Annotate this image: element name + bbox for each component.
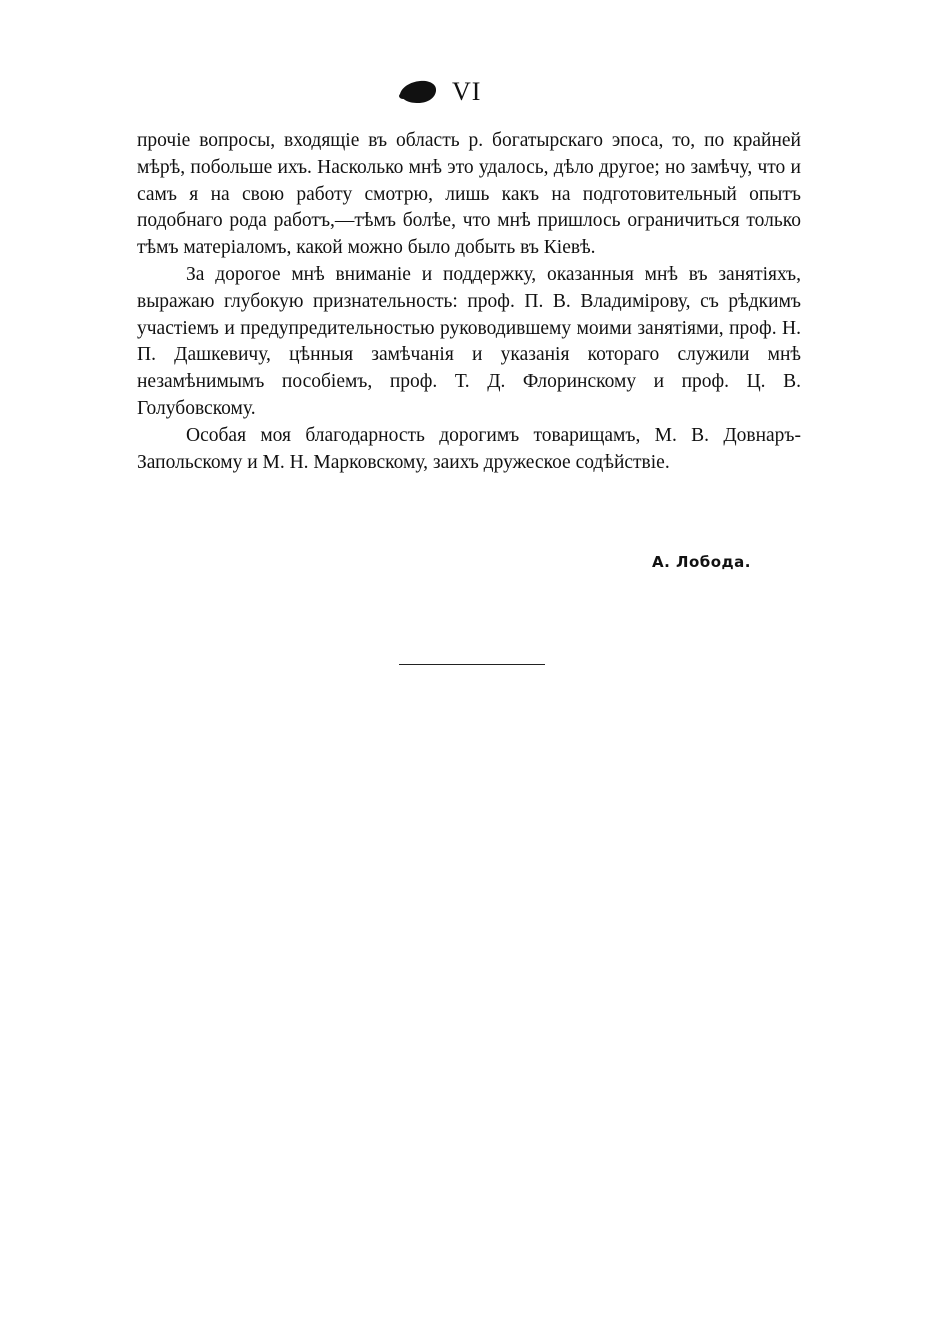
paragraph-acknowledgements: За дорогое мнѣ вниманіе и поддержку, оказанныя мнѣ въ занятіяхъ, выражаю глубокую признательность: проф. П. В. Владимірову, съ рѣдкимъ участіемъ и предупредительностью руководившему моими занятіями, проф. Н. П. Дашкевичу, цѣнныя замѣчанія и указанія котораго служили мнѣ незамѣнимымъ пособіемъ, проф. Т. Д. Флоринскому и проф. Ц. В. Голубовскому. [137, 263, 801, 419]
closing-rule [399, 664, 545, 665]
ink-blot-icon [398, 79, 438, 105]
author-signature: А. Лобода. [651, 553, 751, 571]
page-number: VI [452, 77, 482, 106]
body-text [137, 128, 801, 476]
paragraph-continuation: прочіе вопросы, входящіе въ область р. богатырскаго эпоса, то, по крайней мѣрѣ, побольше ихъ. Насколько мнѣ это удалось, дѣло другое; но замѣчу, что и самъ я на свою работу смотрю, лишь какъ на подготовительный опытъ подобнаго рода работъ,—тѣмъ болѣе, что мнѣ пришлось ограничиться только тѣмъ матеріаломъ, какой можно было добыть въ Кіевѣ. [137, 130, 801, 259]
page-header [398, 76, 481, 108]
paragraph-thanks-colleagues: Особая моя благодарность дорогимъ товарищамъ, М. В. Довнаръ-Запольскому и М. Н. Марковскому, заихъ дружеское содѣйствіе. [137, 424, 801, 473]
